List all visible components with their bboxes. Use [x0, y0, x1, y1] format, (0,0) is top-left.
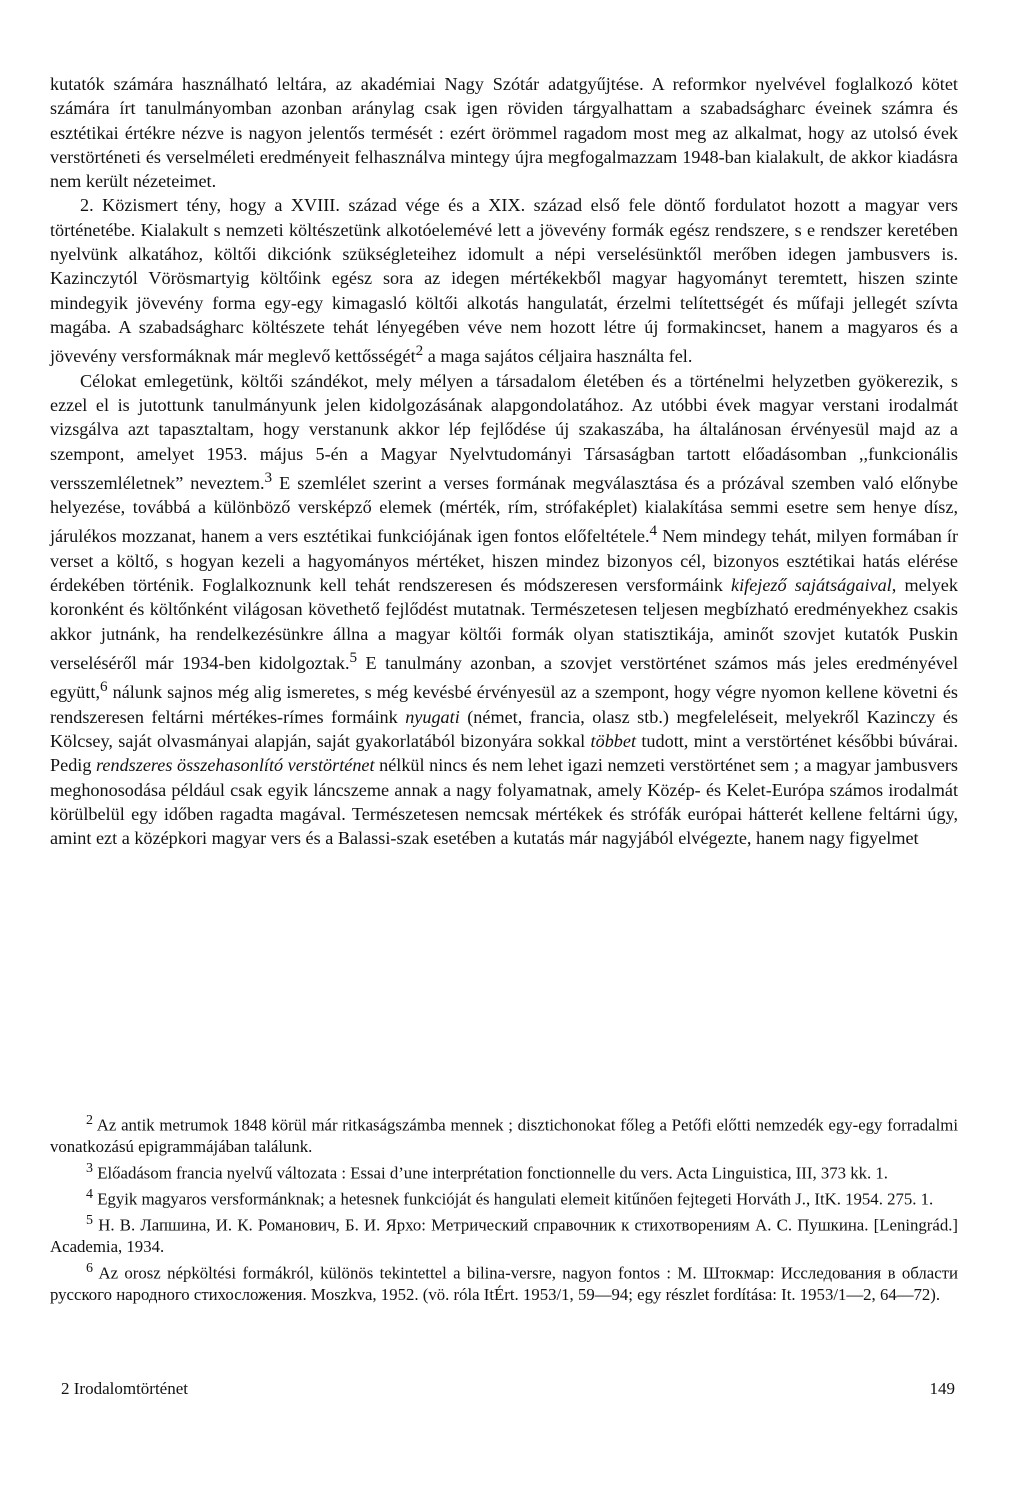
paragraph-3-text-i: nélkül nincs és nem lehet igazi nemzeti verstörténet sem ; a magyar jambusvers meghonosodása például csak egyik láncszeme annak a nagy folyamatnak, amely Közép- és Kelet-Európa számos irodalmát körülbelül egy időben ragadta magával. Természetesen nemcsak mértékek és strófák európai hátterét kellene feltárni úgy, amint ezt a középkori magyar vers és a Balassi-szak esetében a kutatás már nagyjából elvégezte, hanem nagy figyelmet [50, 755, 959, 849]
paragraph-3-text-h: tudott, mint a verstörténet későbbi búvárai. Pedig [50, 731, 958, 776]
paragraph-2-text: 2. Közismert tény, hogy a XVIII. század vége és a XIX. század első fele döntő fordulatot hozott a magyar vers történetébe. Kialakult s nemzeti költészetünk alkotóelemévé lett a jövevény formák egész rendszere, s e rendszer keretében nyelvünk alkatához, költői dikciónk szükségleteihez idomult a népi verselésünktől merőben idegen jambusvers is. Kazinczytól Vörösmartyig költőink egész sora az idegen mértékekből magyar hagyományt teremtett, hiszen szinte mindegyik jövevény forma egy-egy kimagasló költői alkotás hangulatát, érzelmi telítettségét és műfaji jellegét szívta magába. A szabadságharc költészete tehát lényegében véve nem hozott létre új formakincset, hanem a magyaros és a jövevény versformáknak már meglevő kettősségét [50, 195, 958, 367]
paragraph-3-text-b: E szemlélet szerint a verses formának megválasztása és a prózával szemben való előnybe helyezése, továbbá a különböző versképző elemek (mérték, rím, strófaképlet) kialakítása semmi esetre sem henye dísz, járulékos mozzanat, hanem a vers esztétikai funkciójának igen fontos előfeltétele. [50, 472, 959, 547]
emphasis-tobbet: többet [590, 731, 637, 752]
paragraph-3-text-f: nálunk sajnos még alig ismeretes, s még kevésbé érvényesül az a szempont, hogy végre nyomon kellene követni és rendszeresen feltárni mértékes-rímes formáink [50, 682, 958, 727]
emphasis-nyugati: nyugati [405, 706, 460, 727]
paragraph-3-text-e: E tanulmány azonban, a szovjet verstörténet számos más jeles eredményével együtt, [50, 653, 959, 703]
paragraph-3 [50, 369, 958, 851]
emphasis-osszehasonlito: rendszeres összehasonlító verstörténet [96, 755, 375, 776]
footnote-5 [50, 1210, 958, 1258]
footnote-text: Előadásom francia nyelvű változata : Essai d’une interprétation fonctionnelle du vers. Acta Linguistica, III, 373 kk. 1. [93, 1163, 888, 1183]
signature-mark: 2 Irodalomtörténet [61, 1379, 188, 1398]
footnote-ref-4[interactable]: 4 [649, 522, 658, 540]
footnote-ref-2[interactable]: 2 [415, 342, 424, 360]
paragraph-3-text-d: , melyek koronként és költőnként világosan követhető fejlődést mutatnak. Természetesen teljesen megbízható eredményekhez csakis akkor jutnánk, ha rendelkezésünkre állna a magyar költői formák olyan statisztikája, aminőt szovjet kutatók Puskin verseléséről már 1934-ben kidolgoztak. [50, 575, 958, 674]
footnote-ref-6[interactable]: 6 [100, 678, 108, 696]
footnote-text: Н. В. Лапшина, И. К. Романович, Б. И. Ярхо: Метрический справочник к стихотворениям А. С. Пушкина. [Leningrád.] Academia, 1934. [50, 1215, 958, 1257]
footnote-6 [50, 1258, 958, 1306]
footnote-2 [50, 1110, 958, 1158]
paragraph-3-text-g: (német, francia, olasz stb.) megfeleléseit, melyekről Kazinczy és Kölcsey, saját olvasmányai alapján, saját gyakorlatából bizonyára sokkal [50, 706, 959, 752]
footnote-number: 5 [86, 1213, 93, 1229]
paragraph-1-text: kutatók számára használható leltára, az akadémiai Nagy Szótár adatgyűjtése. A reformkor nyelvével foglalkozó kötet számára írt tanulmányomban azonban aránylag csak igen röviden tárgyalhattam a szabadságharc éveinek számra és esztétikai értékre nézve is nagyon jelentős termését : ezért örömmel ragadom most meg az alkalmat, hogy az utolsó évek verstörténeti és verselméleti eredményeit felhasználva mintegy újra megfogalmazzam 1948-ban kialakult, de akkor kiadásra nem került nézeteimet. [50, 74, 958, 192]
footnote-ref-3[interactable]: 3 [264, 468, 273, 486]
footnote-number: 4 [86, 1186, 93, 1202]
paragraph-3-text-c: Nem mindegy tehát, milyen formában ír verset a költő, s hogyan kezeli a hagyományos mértéket, hiszen mindez bizonyos cél, bizonyos esztétikai hatás elérése érdekében történik. Foglalkoznunk kell tehát rendszeresen és módszeresen versformáink [50, 526, 959, 596]
main-text [50, 72, 958, 851]
footnote-number: 6 [86, 1260, 93, 1276]
footnote-text: Egyik magyaros versformánknak; a hetesnek funkcióját és hangulati elemeit kitűnően fejtegeti Horváth J., ItK. 1954. 275. 1. [93, 1189, 934, 1209]
page-number: 149 [929, 1379, 955, 1398]
footnote-4 [50, 1184, 958, 1210]
emphasis-kifejezo: kifejező sajátságaival [731, 575, 892, 596]
footnote-number: 2 [86, 1113, 93, 1128]
paragraph-3-text-a: Célokat emlegetünk, költői szándékot, mely mélyen a társadalom életében és a történelmi helyzetben gyökerezik, s ezzel el is jutottunk tanulmányunk jelen kidolgozásának alapgondolatához. Az utóbbi évek magyar verstani irodalmát vizsgálva azt tapasztaltam, hogy verstanunk akkor lép fejlődése új szakaszába, ha általánosan érvényesül majd az a szempont, amelyet 1953. május 5-én a Magyar Nyelvtudományi Társaságban tartott előadásomban ,,funkcionális versszemléletnek” neveztem. [50, 370, 958, 493]
paragraph-1 [50, 72, 958, 193]
paragraph-2 [50, 193, 958, 368]
footnote-text: Az antik metrumok 1848 körül már ritkaságszámba mennek ; disztichonokat főleg a Petőfi előtti nemzedék egy-egy forradalmi vonatkozású epigrammájában találunk. [50, 1115, 958, 1157]
footnotes [50, 1110, 958, 1306]
footnote-text: Az orosz népköltési formákról, különös tekintettel a bilina-versre, nagyon fontos : М. Штокмар: Исследования в области русского народного стихосложения. Moszkva, 1952. (vö. róla ItÉrt. 1953/1, 59—94; egy részlet fordítása: It. 1953/1—2, 64—72). [50, 1263, 958, 1305]
paragraph-2-end: a maga sajátos céljaira használta fel. [423, 346, 693, 367]
footnote-3 [50, 1158, 958, 1184]
footnote-ref-5[interactable]: 5 [349, 649, 358, 667]
footnote-number: 3 [86, 1160, 93, 1176]
